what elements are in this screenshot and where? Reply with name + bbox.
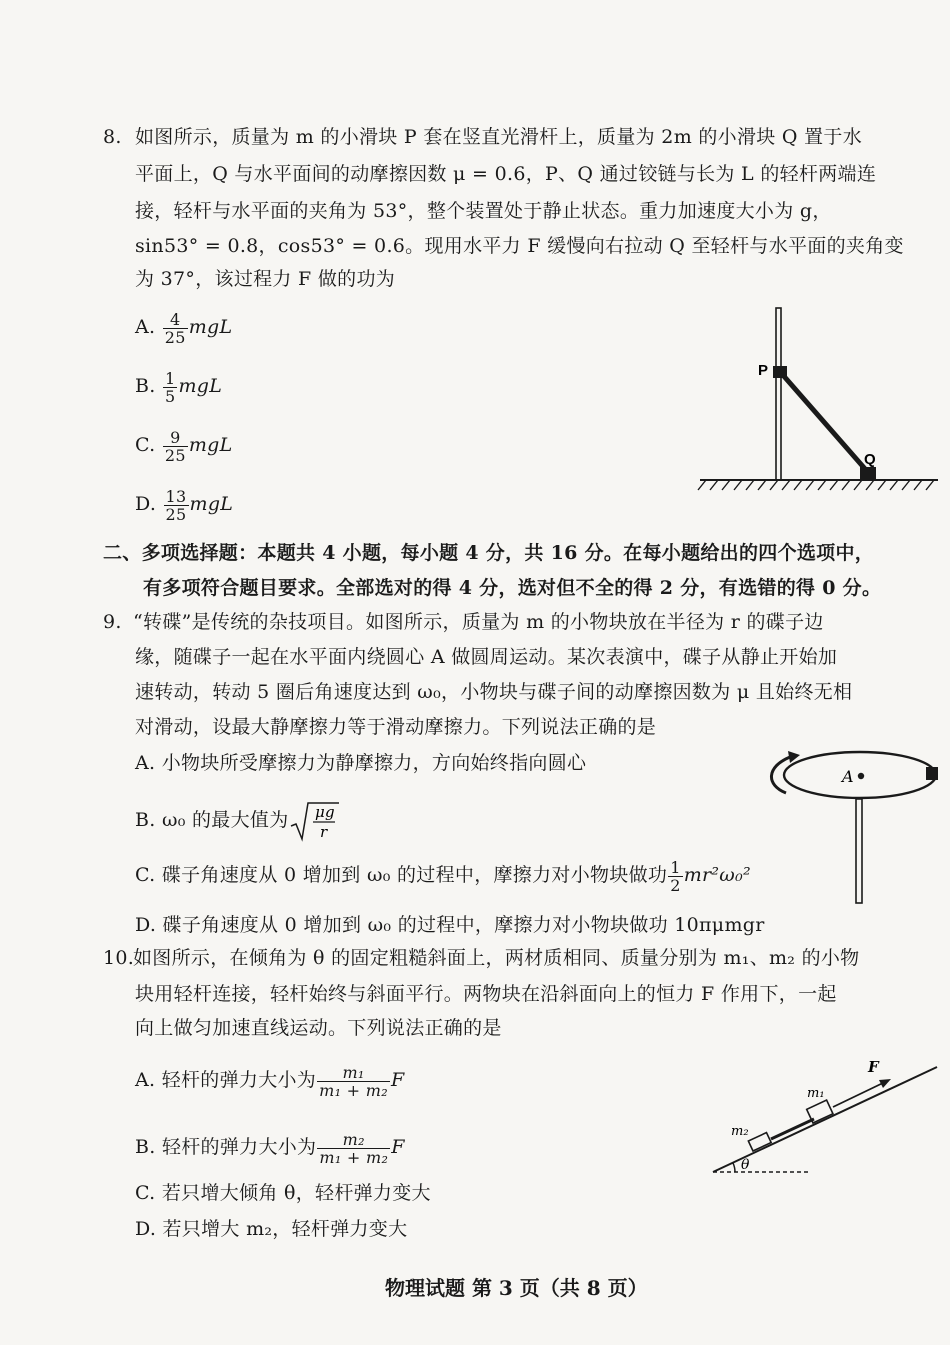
q9-figure [760,745,940,910]
q8-text-line: 接，轻杆与水平面的夹角为 53°，整个装置处于静止状态。重力加速度大小为 g， [135,200,832,222]
q10-text-line: 块用轻杆连接，轻杆始终与斜面平行。两物块在沿斜面向上的恒力 F 作用下，一起 [135,983,837,1005]
q9-number: 9. [103,611,122,633]
force-arrowhead [879,1079,891,1088]
label-a: A [842,767,854,786]
label-m2: m₂ [731,1124,749,1139]
label-theta: θ [741,1157,750,1173]
rotation-arrow [771,757,790,793]
q8-text-line: 如图所示，质量为 m 的小滑块 P 套在竖直光滑杆上，质量为 2m 的小滑块 Q 置于水 [135,126,863,148]
svg-text:r: r [319,823,327,841]
plate-stick [856,799,862,903]
q8-option-c[interactable]: C. $\frac{9}{25}$ mgL [135,427,233,465]
slider-p [773,366,787,378]
q8-option-a[interactable]: A. $\frac{4}{25}$ mgL [135,309,233,347]
q9-text-line: “转碟”是传统的杂技项目。如图所示，质量为 m 的小物块放在半径为 r 的碟子边 [133,611,824,633]
q9-option-d[interactable]: D. 碟子角速度从 0 增加到 ω₀ 的过程中，摩擦力对小物块做功 10πμmgr [135,914,765,936]
label-p: P [758,362,769,379]
q9-option-b[interactable]: B. ω₀ 的最大值为 μg r [135,800,341,842]
center-a-dot [858,773,864,779]
q8-option-d[interactable]: D. $\frac{13}{25}$ mgL [135,486,234,524]
section2-instructions: 有多项符合题目要求。全部选对的得 4 分，选对但不全的得 2 分，有选错的得 0 分。 [143,577,882,599]
q9-text-line: 缘，随碟子一起在水平面内绕圆心 A 做圆周运动。某次表演中，碟子从静止开始加 [135,646,838,668]
page-footer: 物理试题 第 3 页（共 8 页） [385,1276,648,1300]
q10-option-a[interactable]: A. 轻杆的弹力大小为 $\frac{\text{m₁}}{\text{m₁ + m₂}}$ F [135,1062,405,1100]
sqrt-expression [289,800,341,842]
q10-text-line: 如图所示，在倾角为 θ 的固定粗糙斜面上，两材质相同、质量分别为 m₁、m₂ 的小物 [133,947,860,969]
q9-text-line: 对滑动，设最大静摩擦力等于滑动摩擦力。下列说法正确的是 [135,716,657,738]
q9-text-line: 速转动，转动 5 圈后角速度达到 ω₀，小物块与碟子间的动摩擦因数为 μ 且始终无相 [135,681,853,703]
connecting-rod [771,1119,814,1139]
q10-figure [705,1055,940,1180]
q8-figure [690,300,940,500]
block-m2 [748,1133,771,1151]
label-m1: m₁ [807,1086,825,1101]
q10-option-b[interactable]: B. 轻杆的弹力大小为 $\frac{\text{m₂}}{\text{m₁ + m₂}}$ F [135,1129,405,1167]
q9-option-c[interactable]: C. 碟子角速度从 0 增加到 ω₀ 的过程中，摩擦力对小物块做功 $\frac{1}{2}$ mr²ω₀² [135,857,751,895]
q8-option-b[interactable]: B. $\frac{1}{5}$ mgL [135,368,223,406]
q8-text-line: 为 37°，该过程力 F 做的功为 [135,268,396,290]
plate-block [926,767,938,780]
label-q: Q [864,451,876,468]
q10-text-line: 向上做匀加速直线运动。下列说法正确的是 [135,1017,502,1039]
q10-number: 10. [103,947,135,969]
q10-option-d[interactable]: D. 若只增大 m₂，轻杆弹力变大 [135,1218,408,1240]
ground-hatch [698,480,934,490]
q8-text-line: sin53° = 0.8，cos53° = 0.6。现用水平力 F 缓慢向右拉动 Q 至轻杆与水平面的夹角变 [135,235,904,257]
section2-title: 二、多项选择题：本题共 4 小题，每小题 4 分，共 16 分。在每小题给出的四个选项中， [103,542,875,564]
label-f: F [868,1058,879,1076]
q10-option-c[interactable]: C. 若只增大倾角 θ，轻杆弹力变大 [135,1182,431,1204]
slider-q [860,467,876,480]
q9-option-a[interactable]: A. 小物块所受摩擦力为静摩擦力，方向始终指向圆心 [135,752,587,774]
svg-text:μg: μg [314,803,335,821]
angle-arc [733,1163,735,1172]
vertical-rod [776,308,781,480]
light-rod [782,374,866,470]
q8-text-line: 平面上，Q 与水平面间的动摩擦因数 μ = 0.6，P、Q 通过铰链与长为 L 的轻杆两端连 [135,163,877,185]
q8-number: 8. [103,126,122,148]
